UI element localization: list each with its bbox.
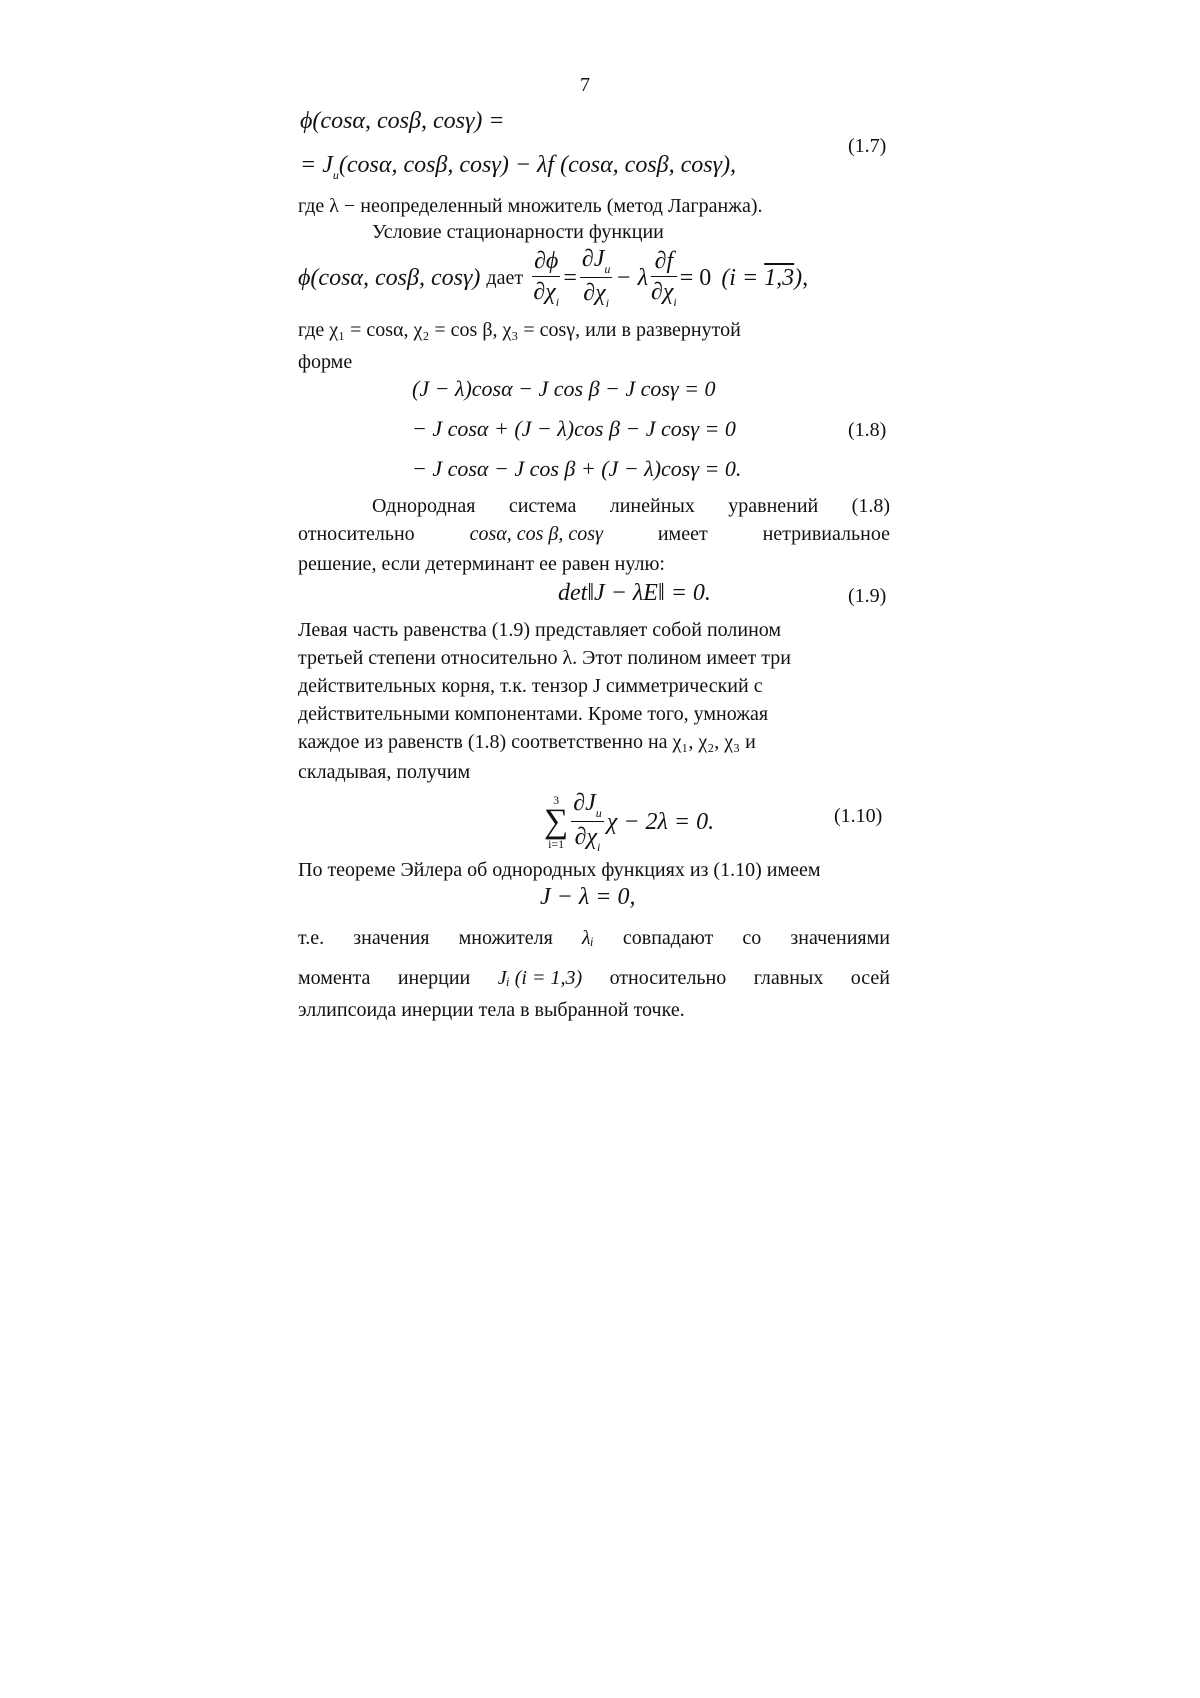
equation-1-7-line2: = $J_u(\cos\alpha$, cosβ, cosγ) − λf (cosα, cosβ, cosγ), [300, 152, 737, 182]
text-line-form: форме [298, 351, 353, 373]
fraction-dju: $\frac{\partial J_u}{\partial\chi_i}$ [581, 246, 611, 310]
text-line-relative: относительно cosα, cos β, cosγ имеет нетривиальное [298, 523, 890, 545]
equation-1-8-label: (1.8) [848, 419, 887, 441]
equation-euler: J − λ = 0, [540, 884, 636, 910]
text-line-determinant: решение, если детерминант ее равен нулю: [298, 553, 665, 575]
fraction-df: $\frac{\partial f}{\partial\chi_i}$ [651, 247, 677, 309]
text-line: складывая, получим [298, 761, 471, 783]
equation-1-8-row1: (J − λ)cosα − J cos β − J cosγ = 0 [412, 376, 716, 401]
text-line-lagrange: где λ − неопределенный множитель (метод Лагранжа). [298, 195, 763, 217]
sum-operator: 3 ∑ i=1 [544, 792, 569, 851]
text-line-homogeneous: Однородная система линейных уравнений (1.8) [372, 495, 890, 517]
equation-stationarity: ϕ(cosα, cosβ, cosγ) дает $\frac{\partial\phi}{\partial\chi_i}$ = $\frac{\partial J_u}{\partial\chi_i}$ − λ $\frac{\partial f}{\partial\chi_i}$ = 0 (i = 1,3), [298, 246, 809, 310]
equation-1-8-row3: − J cosα − J cos β + (J − λ)cosγ = 0. [412, 456, 742, 481]
equation-1-10: 3 ∑ i=1 $\frac{\partial J_u}{\partial\chi_i}$ χ − 2λ = 0. [544, 790, 715, 854]
page-number: 7 [580, 74, 590, 96]
text-line: действительных корня, т.к. тензор J симметрический с [298, 675, 763, 697]
text-line-ellipsoid: эллипсоида инерции тела в выбранной точке. [298, 999, 685, 1021]
equation-1-7-label: (1.7) [848, 135, 887, 157]
text-line-moment: момента инерции Jᵢ (i = 1,3) относительно главных осей [298, 967, 890, 989]
equation-1-10-label: (1.10) [834, 805, 883, 827]
equation-1-9-label: (1.9) [848, 585, 887, 607]
text-line-multiplier: т.е. значения множителя λᵢ совпадают со значениями [298, 927, 890, 949]
equation-1-8-row2: − J cosα + (J − λ)cos β − J cosγ = 0 [412, 416, 736, 441]
fraction-dju-dchi: $\frac{\partial J_u}{\partial\chi_i}$ [573, 790, 602, 854]
fraction-dphi: $\frac{\partial\phi}{\partial\chi_i}$ [533, 247, 560, 309]
text-line-chi-definitions: где χ₁ = cosα, χ₂ = cos β, χ₃ = cosγ, или в развернутой [298, 319, 741, 341]
text-line: действительными компонентами. Кроме того, умножая [298, 703, 769, 725]
equation-1-9: det‖J − λE‖ = 0. [558, 580, 711, 606]
text-line: третьей степени относительно λ. Этот полином имеет три [298, 647, 791, 669]
text-line-stationary: Условие стационарности функции [372, 221, 664, 243]
text-line: каждое из равенств (1.8) соответственно на χ₁, χ₂, χ₃ и [298, 731, 756, 753]
text-line: Левая часть равенства (1.9) представляет собой полином [298, 619, 782, 641]
text-line-euler: По теореме Эйлера об однородных функциях из (1.10) имеем [298, 859, 821, 881]
equation-1-7-line1: ϕ(cosα, cosβ, cosγ) = [300, 108, 505, 134]
